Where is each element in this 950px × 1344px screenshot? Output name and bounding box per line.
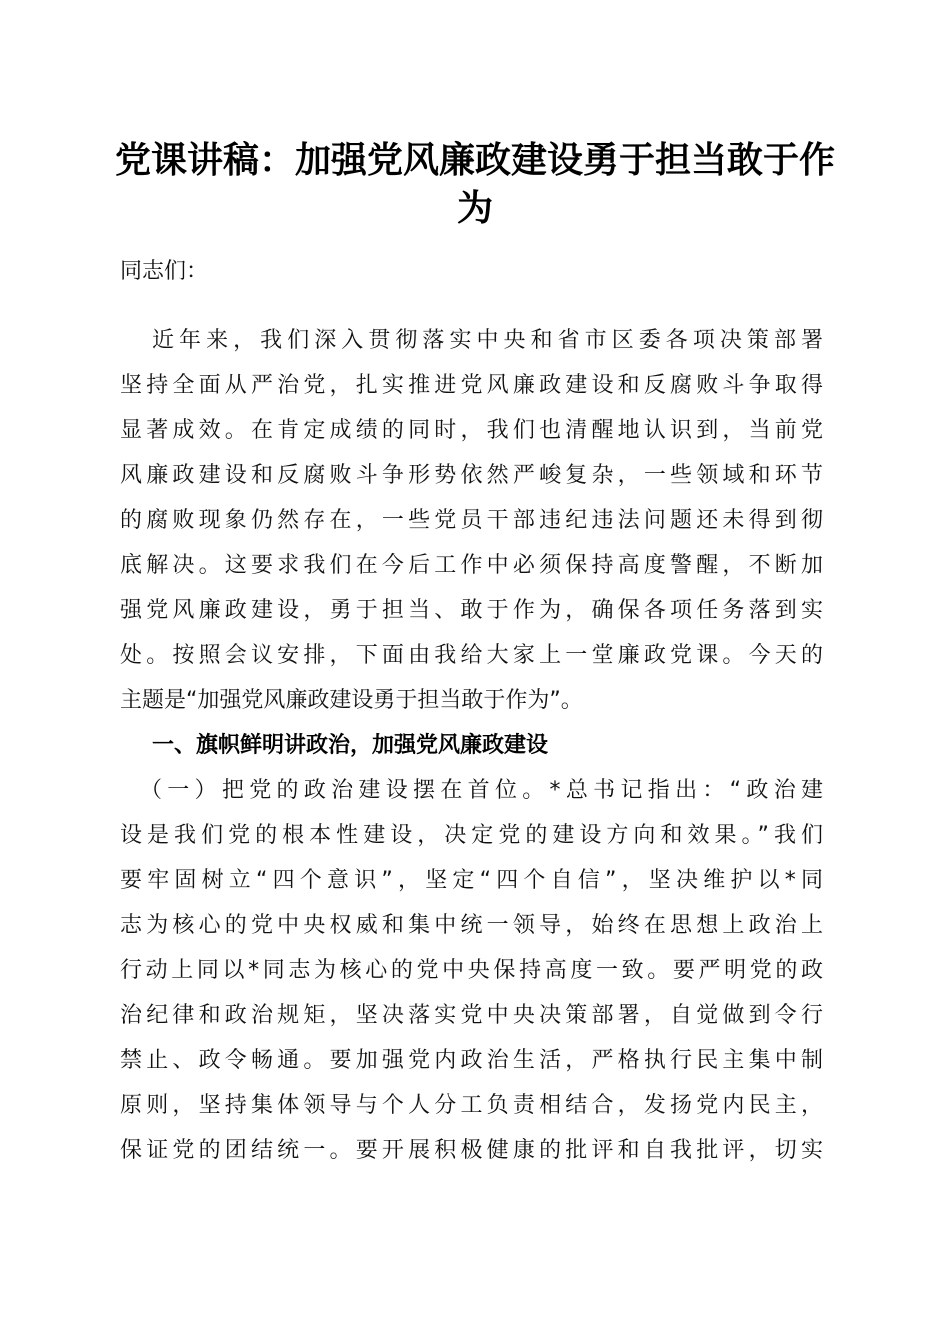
paragraph-line: 设是我们党的根本性建设，决定党的建设方向和效果。”我们 [120,823,823,848]
salutation: 同志们： [120,259,209,284]
paragraph-line: 的腐败现象仍然存在，一些党员干部违纪违法问题还未得到彻 [120,508,823,533]
paragraph-line: 志为核心的党中央权威和集中统一领导，始终在思想上政治上 [120,913,823,938]
paragraph-line: 显著成效。在肯定成绩的同时，我们也清醒地认识到，当前党 [120,418,823,443]
paragraph-line: 风廉政建设和反腐败斗争形势依然严峻复杂，一些领域和环节 [120,463,823,488]
paragraph-line: 强党风廉政建设，勇于担当、敢于作为，确保各项任务落到实 [120,598,823,623]
section-heading: 一、旗帜鲜明讲政治，加强党风廉政建设 [152,733,549,758]
paragraph-line: 处。按照会议安排，下面由我给大家上一堂廉政党课。今天的 [120,643,823,668]
paragraph-line: 保证党的团结统一。要开展积极健康的批评和自我批评，切实 [120,1138,823,1163]
paragraph-line: （一）把党的政治建设摆在首位。*总书记指出：“政治建 [140,778,823,803]
paragraph-line: 治纪律和政治规矩，坚决落实党中央决策部署，自觉做到令行 [120,1003,823,1028]
title-line-2: 为 [456,187,493,229]
paragraph-line: 原则，坚持集体领导与个人分工负责相结合，发扬党内民主， [120,1093,823,1118]
paragraph-line: 禁止、政令畅通。要加强党内政治生活，严格执行民主集中制 [120,1048,823,1073]
paragraph-line: 坚持全面从严治党，扎实推进党风廉政建设和反腐败斗争取得 [120,373,823,398]
paragraph-line: 主题是“加强党风廉政建设勇于担当敢于作为”。 [120,688,583,713]
paragraph-line: 底解决。这要求我们在今后工作中必须保持高度警醒，不断加 [120,553,823,578]
paragraph-line: 近年来，我们深入贯彻落实中央和省市区委各项决策部署 [152,328,823,353]
paragraph-line: 要牢固树立“四个意识”，坚定“四个自信”，坚决维护以*同 [120,868,823,893]
paragraph-line: 行动上同以*同志为核心的党中央保持高度一致。要严明党的政 [120,958,823,983]
title-line-1: 党课讲稿：加强党风廉政建设勇于担当敢于作 [114,139,835,181]
